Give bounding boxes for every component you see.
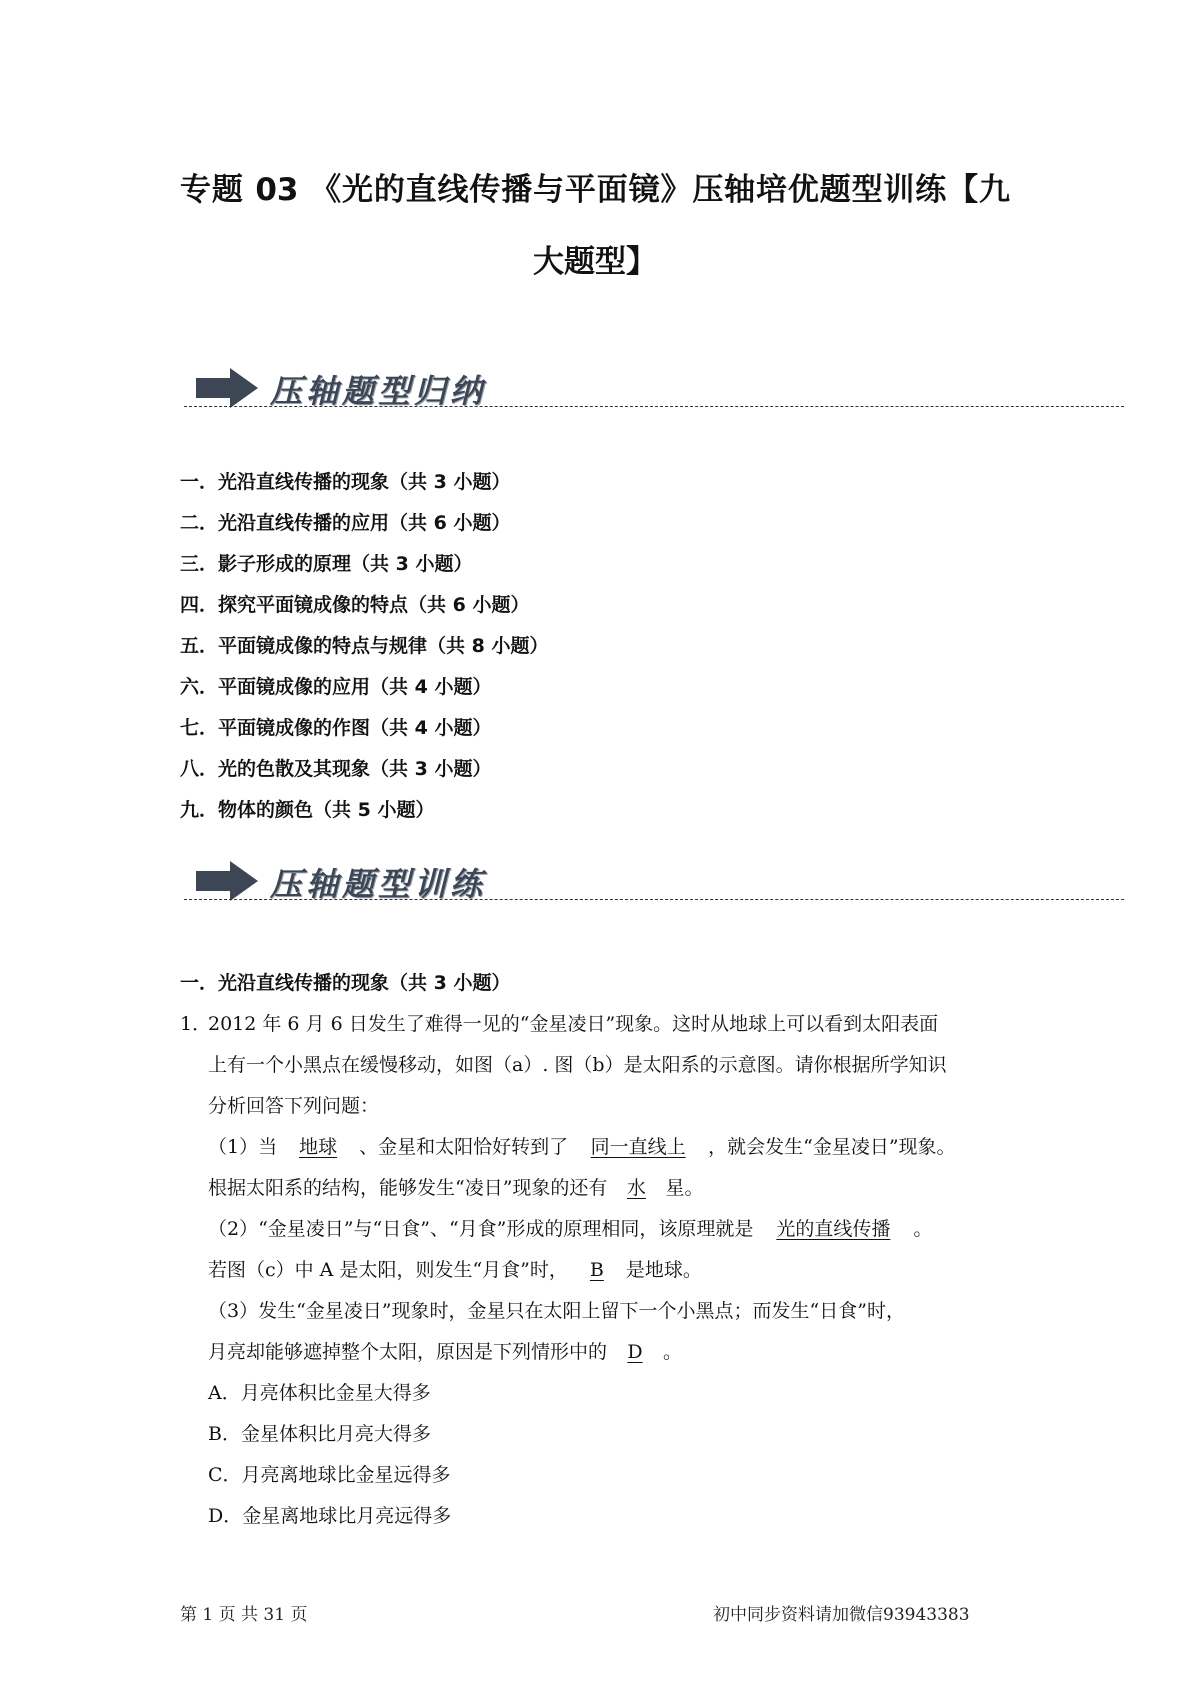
summary-banner [184,360,1124,420]
option-b: B．金星体积比月亮大得多 [208,1423,431,1445]
topic-item: 四．探究平面镜成像的特点（共 6 小题） [180,594,530,616]
footer-note: 初中同步资料请加微信93943383 [713,1605,970,1625]
option-a: A．月亮体积比金星大得多 [208,1382,431,1404]
question-1 [180,1004,1020,1537]
part-2-line: （2）“金星凌日”与“日食”、“月食”形成的原理相同，该原理就是 光的直线传播 。 [180,1209,1020,1250]
part-1-line: （1）当 地球 、金星和太阳恰好转到了 同一直线上 ，就会发生“金星凌日”现象。 [180,1127,1020,1168]
training-banner-label: 压轴题型训练 [270,865,487,903]
section-heading: 一．光沿直线传播的现象（共 3 小题） [180,972,511,994]
topic-list [180,462,548,831]
topic-item: 一．光沿直线传播的现象（共 3 小题） [180,471,511,493]
training-banner [184,853,1124,913]
topic-item: 九．物体的颜色（共 5 小题） [180,799,435,821]
part-1-line: 根据太阳系的结构，能够发生“凌日”现象的还有 水 星。 [180,1168,1020,1209]
page-number: 第 1 页 共 31 页 [180,1605,308,1625]
answer-blank: B [589,1259,604,1281]
topic-item: 七．平面镜成像的作图（共 4 小题） [180,717,492,739]
summary-banner-label: 压轴题型归纳 [270,372,487,410]
question-stem-line: 1．2012 年 6 月 6 日发生了难得一见的“金星凌日”现象。这时从地球上可以看到太阳表面 [180,1004,1020,1045]
document-title-line2: 大题型】 [533,244,657,280]
topic-item: 二．光沿直线传播的应用（共 6 小题） [180,512,511,534]
part-2-line: 若图（c）中 A 是太阳，则发生“月食”时， B 是地球。 [180,1250,1020,1291]
question-stem-line: 上有一个小黑点在缓慢移动，如图（a）. 图（b）是太阳系的示意图。请你根据所学知识 [208,1054,947,1076]
arrow-icon [196,861,258,901]
topic-item: 三．影子形成的原理（共 3 小题） [180,553,473,575]
part-3-line: 月亮却能够遮掉整个太阳，原因是下列情形中的 D 。 [180,1332,1020,1373]
dashed-divider [184,899,1124,900]
answer-blank: 光的直线传播 [776,1218,891,1240]
dashed-divider [184,406,1124,407]
answer-blank: 同一直线上 [590,1136,686,1158]
question-number: 1． [180,1013,212,1035]
topic-item: 八．光的色散及其现象（共 3 小题） [180,758,492,780]
topic-item: 六．平面镜成像的应用（共 4 小题） [180,676,492,698]
part-3-line: （3）发生“金星凌日”现象时，金星只在太阳上留下一个小黑点；而发生“日食”时， [208,1300,905,1322]
document-title-line1: 专题 03 《光的直线传播与平面镜》压轴培优题型训练【九 [180,172,1010,208]
option-d: D．金星离地球比月亮远得多 [208,1505,452,1527]
answer-blank: 水 [626,1177,646,1199]
answer-blank: D [627,1341,643,1363]
option-c: C．月亮离地球比金星远得多 [208,1464,451,1486]
arrow-icon [196,368,258,408]
topic-item: 五．平面镜成像的特点与规律（共 8 小题） [180,635,549,657]
question-stem-line: 分析回答下列问题： [208,1095,380,1117]
answer-blank: 地球 [299,1136,338,1158]
